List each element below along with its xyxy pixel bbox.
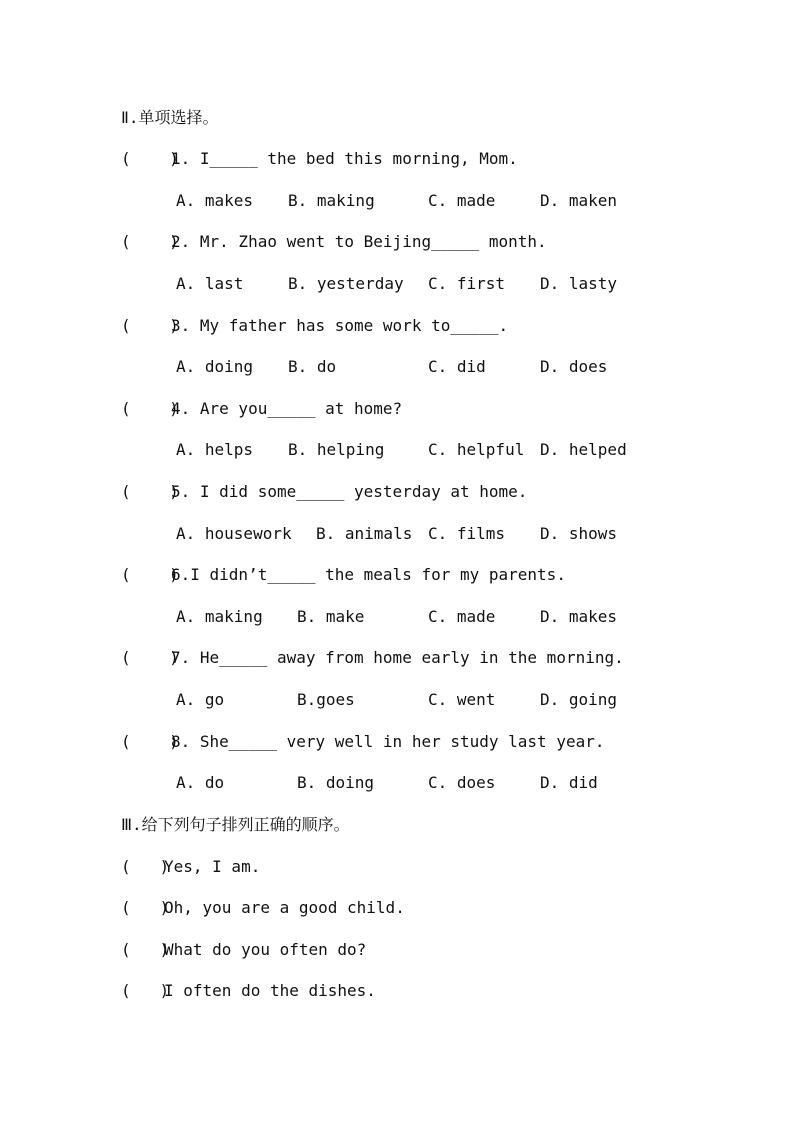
question-5-option-d: D. shows xyxy=(540,524,618,543)
question-5-option-b: B. animals xyxy=(316,524,413,543)
question-6-option-c: C. made xyxy=(428,607,496,626)
question-3-answer-blank[interactable]: ( ) xyxy=(121,316,179,335)
question-2-text: 2. Mr. Zhao went to Beijing_____ month. xyxy=(171,232,547,251)
question-7-option-c: C. went xyxy=(428,690,496,709)
question-8-option-c: C. does xyxy=(428,773,496,792)
question-5-option-c: C. films xyxy=(428,524,506,543)
question-8-option-d: D. did xyxy=(540,773,598,792)
question-5-text: 5. I did some_____ yesterday at home. xyxy=(171,482,528,501)
order-item-3-answer-blank[interactable]: ( ) xyxy=(121,940,170,959)
question-5-answer-blank[interactable]: ( ) xyxy=(121,482,179,501)
order-item-4-answer-blank[interactable]: ( ) xyxy=(121,981,170,1000)
question-2-option-b: B. yesterday xyxy=(288,274,404,293)
question-4-option-b: B. helping xyxy=(288,440,385,459)
question-1-option-d: D. maken xyxy=(540,191,618,210)
question-4-answer-blank[interactable]: ( ) xyxy=(121,399,179,418)
question-4-option-d: D. helped xyxy=(540,440,627,459)
question-3-option-d: D. does xyxy=(540,357,608,376)
question-3-option-b: B. do xyxy=(288,357,337,376)
order-item-1-text: Yes, I am. xyxy=(164,857,261,876)
question-7-option-a: A. go xyxy=(176,690,225,709)
question-8-option-a: A. do xyxy=(176,773,225,792)
question-7-option-b: B.goes xyxy=(297,690,355,709)
question-4-option-c: C. helpful xyxy=(428,440,525,459)
question-2-answer-blank[interactable]: ( ) xyxy=(121,232,179,251)
question-1-text: 1. I_____ the bed this morning, Mom. xyxy=(171,149,518,168)
question-8-answer-blank[interactable]: ( ) xyxy=(121,732,179,751)
question-6-option-b: B. make xyxy=(297,607,365,626)
order-item-2-text: Oh, you are a good child. xyxy=(164,898,405,917)
order-item-1-answer-blank[interactable]: ( ) xyxy=(121,857,170,876)
question-7-option-d: D. going xyxy=(540,690,618,709)
question-4-text: 4. Are you_____ at home? xyxy=(171,399,403,418)
question-6-text: 6.I didn’t_____ the meals for my parents. xyxy=(171,565,566,584)
question-6-answer-blank[interactable]: ( ) xyxy=(121,565,179,584)
question-7-answer-blank[interactable]: ( ) xyxy=(121,648,179,667)
question-2-option-a: A. last xyxy=(176,274,244,293)
question-1-option-b: B. making xyxy=(288,191,375,210)
question-2-option-c: C. first xyxy=(428,274,506,293)
question-3-text: 3. My father has some work to_____. xyxy=(171,316,509,335)
question-8-text: 8. She_____ very well in her study last year. xyxy=(171,732,605,751)
section-2-title: Ⅱ.单项选择。 xyxy=(121,108,219,127)
question-1-option-c: C. made xyxy=(428,191,496,210)
question-1-answer-blank[interactable]: ( ) xyxy=(121,149,179,168)
order-item-3-text: What do you often do? xyxy=(164,940,367,959)
question-6-option-a: A. making xyxy=(176,607,263,626)
question-4-option-a: A. helps xyxy=(176,440,254,459)
question-7-text: 7. He_____ away from home early in the morning. xyxy=(171,648,624,667)
section-3-title: Ⅲ.给下列句子排列正确的顺序。 xyxy=(121,815,350,834)
question-3-option-a: A. doing xyxy=(176,357,254,376)
order-item-2-answer-blank[interactable]: ( ) xyxy=(121,898,170,917)
question-6-option-d: D. makes xyxy=(540,607,618,626)
question-2-option-d: D. lasty xyxy=(540,274,618,293)
order-item-4-text: I often do the dishes. xyxy=(164,981,376,1000)
question-3-option-c: C. did xyxy=(428,357,486,376)
question-8-option-b: B. doing xyxy=(297,773,375,792)
question-5-option-a: A. housework xyxy=(176,524,292,543)
question-1-option-a: A. makes xyxy=(176,191,254,210)
